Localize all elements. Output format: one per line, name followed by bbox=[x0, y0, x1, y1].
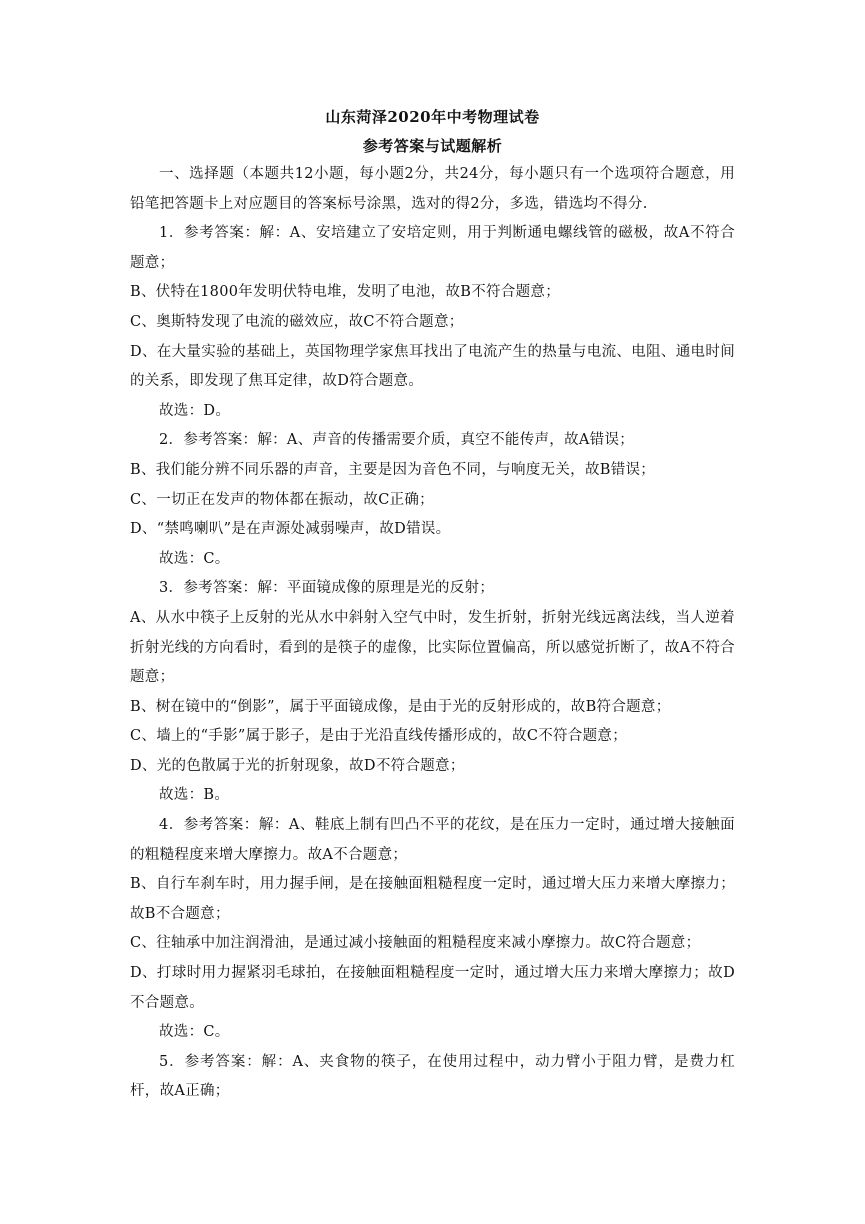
answer-paragraph: C、一切正在发声的物体都在振动，故C正确； bbox=[130, 491, 434, 508]
answer-choice: 故选：C。 bbox=[159, 1024, 230, 1041]
document-subtitle: 参考答案与试题解析 bbox=[362, 137, 503, 155]
answer-paragraph: C、墙上的“手影”属于影子，是由于光沿直线传播形成的，故C不符合题意； bbox=[130, 728, 628, 745]
answer-choice: 故选：B。 bbox=[159, 787, 230, 804]
section-heading: 一、选择题（本题共12小题，每小题2分，共24分，每小题只有一个选项符合题意，用铅笔把答题卡上对应题目的答案标号涂黑，选对的得2分，多选，错选均不得分. bbox=[130, 166, 735, 212]
answer-paragraph: 4．参考答案：解：A、鞋底上制有凹凸不平的花纹，是在压力一定时，通过增大接触面的粗糙程度来增大摩擦力。故A不合题意； bbox=[130, 817, 735, 863]
answer-paragraph: B、树在镜中的“倒影”，属于平面镜成像，是由于光的反射形成的，故B符合题意； bbox=[130, 698, 671, 715]
answer-paragraph: B、伏特在1800年发明伏特电堆，发明了电池，故B不符合题意； bbox=[130, 284, 561, 301]
answer-paragraph: C、往轴承中加注润滑油，是通过减小接触面的粗糙程度来减小摩擦力。故C符合题意； bbox=[130, 935, 701, 952]
answer-paragraph: 1．参考答案：解：A、安培建立了安培定则，用于判断通电螺线管的磁极，故A不符合题意； bbox=[130, 225, 735, 271]
answer-paragraph: D、打球时用力握紧羽毛球拍，在接触面粗糙程度一定时，通过增大压力来增大摩擦力；故D不合题意。 bbox=[130, 965, 735, 1011]
document-body bbox=[130, 160, 735, 1107]
answer-paragraph: D、“禁鸣喇叭”是在声源处减弱噪声，故D错误。 bbox=[130, 521, 451, 538]
answer-paragraph: B、自行车刹车时，用力握手闸，是在接触面粗糙程度一定时，通过增大压力来增大摩擦力；故B不合题意； bbox=[130, 876, 735, 922]
answer-paragraph: A、从水中筷子上反射的光从水中斜射入空气中时，发生折射，折射光线远离法线，当人逆着折射光线的方向看时，看到的是筷子的虚像，比实际位置偏高，所以感觉折断了，故A不符合题意； bbox=[130, 609, 735, 686]
answer-paragraph: 3．参考答案：解：平面镜成像的原理是光的反射； bbox=[159, 580, 495, 597]
answer-paragraph: D、在大量实验的基础上，英国物理学家焦耳找出了电流产生的热量与电流、电阻、通电时间的关系，即发现了焦耳定律，故D符合题意。 bbox=[130, 343, 735, 390]
answer-paragraph: 5．参考答案：解：A、夹食物的筷子，在使用过程中，动力臂小于阻力臂，是费力杠杆，故A正确； bbox=[130, 1053, 735, 1100]
answer-paragraph: 2．参考答案：解：A、声音的传播需要介质，真空不能传声，故A错误； bbox=[159, 432, 635, 449]
answer-paragraph: C、奥斯特发现了电流的磁效应，故C不符合题意； bbox=[130, 313, 464, 330]
answer-paragraph: D、光的色散属于光的折射现象，故D不符合题意； bbox=[130, 757, 465, 774]
document-title: 山东菏泽2020年中考物理试卷 bbox=[325, 108, 540, 126]
answer-choice: 故选：C。 bbox=[159, 550, 230, 567]
answer-choice: 故选：D。 bbox=[159, 402, 231, 419]
answer-paragraph: B、我们能分辨不同乐器的声音，主要是因为音色不同，与响度无关，故B错误； bbox=[130, 461, 656, 478]
